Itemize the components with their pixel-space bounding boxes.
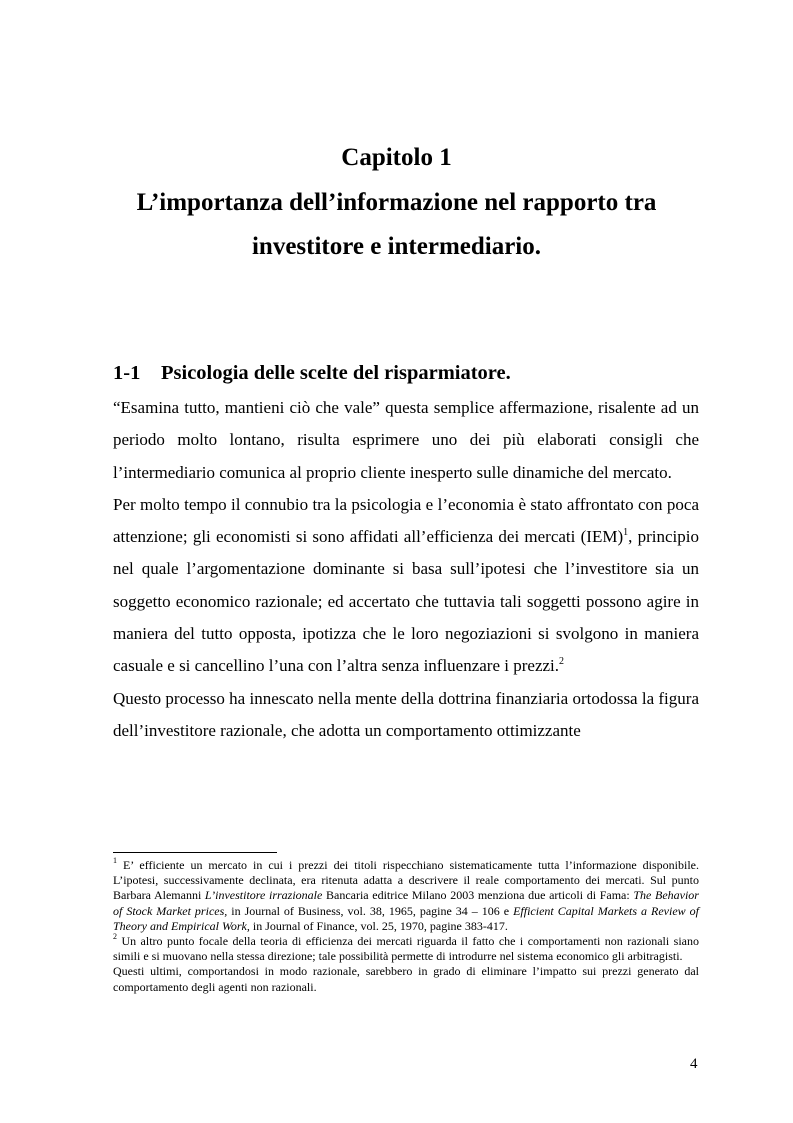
paragraph-2 [113,489,699,683]
footnote-1-text-d: in Journal of Finance, vol. 25, 1970, pagine 383-417. [249,918,508,933]
footnote-2-mark: 2 [113,932,117,942]
footnote-2-text: Un altro punto focale della teoria di efficienza dei mercati riguarda il fatto che i comportamenti non razionali siano simili e si muovano nella stessa direzione; tale possibilità permette di introdurre nel sistema economico gli arbitragisti. [113,934,699,964]
footnote-separator [113,852,277,853]
paragraph-1: “Esamina tutto, mantieni ciò che vale” questa semplice affermazione, risalente ad un periodo molto lontano, risulta esprimere uno dei più elaborati consigli che l’intermediario comunica al proprio cliente inesperto sulle dinamiche del mercato. [113,398,699,482]
footnote-1-text-a: E’ efficiente un mercato in cui i prezzi dei titoli rispecchiano sistematicamente tutta l’informazione disponibile. L’ipotesi, successivamente declinata, era ritenuta adatta a descrivere il reale comportamento dei mercati. Sul punto Barbara Alemanni [113,858,699,903]
footnote-1-text-b: Bancaria editrice Milano 2003 menziona due articoli di Fama: [322,888,634,903]
section-title: Psicologia delle scelte del risparmiatore. [161,362,511,384]
page-number: 4 [690,1056,698,1072]
paragraph-3: Questo processo ha innescato nella mente della dottrina finanziaria ortodossa la figura dell’investitore razionale, che adotta un comportamento ottimizzante [113,688,699,740]
footnote-ref-1[interactable]: 1 [623,526,629,538]
footnote-1-mark: 1 [113,856,117,865]
footnote-1 [113,858,699,934]
chapter-number: Capitolo 1 [341,144,452,171]
footnotes [113,858,699,995]
body-text [113,392,699,747]
paragraph-2-part-b: , principio nel quale l’argomentazione dominante si basa sull’ipotesi che l’investitore sia un soggetto economico razionale; ed accertato che tuttavia tali soggetti possono agire in maniera del tutto opposta, ipotizza che le loro negoziazioni si svolgono in maniera casuale e si cancellino l’una con l’altra senza influenzare i prezzi. [113,527,699,676]
section-heading [113,362,511,385]
footnote-1-article-1: The Behavior of Stock Market prices, [113,888,699,918]
section-number: 1-1 [113,362,141,384]
footnote-1-text-c: in Journal of Business, vol. 38, 1965, pagine 34 – 106 e [227,903,514,918]
footnote-1-book-title: L’investitore irrazionale [204,888,323,903]
chapter-title-line-1: L’importanza dell’informazione nel rapporto tra [136,189,657,216]
footnote-2-continuation: Questi ultimi, comportandosi in modo razionale, sarebbero in grado di eliminare l’impatto sui prezzi generato dal comportamento degli agenti non razionali. [113,964,699,994]
footnote-ref-2[interactable]: 2 [559,655,565,667]
footnote-2 [113,934,699,964]
chapter-title-line-2: investitore e intermediario. [251,233,542,260]
footnote-1-article-2: Efficient Capital Markets a Review of Theory and Empirical Work, [113,903,699,933]
paragraph-2-part-a: Per molto tempo il connubio tra la psicologia e l’economia è stato affrontato con poca attenzione; gli economisti si sono affidati all’efficienza dei mercati (IEM) [113,494,699,547]
